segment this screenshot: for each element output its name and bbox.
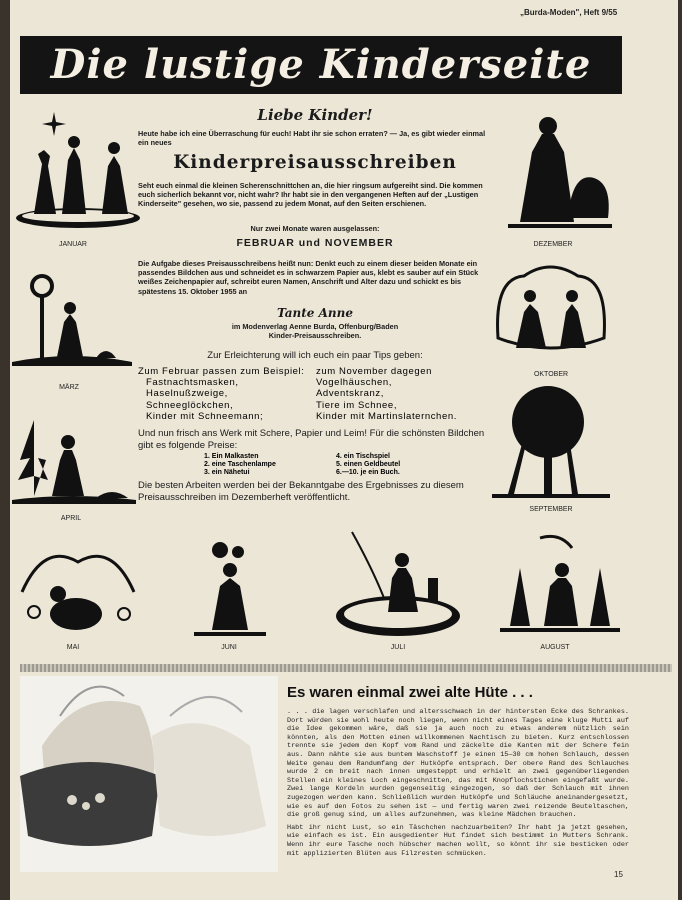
prize-item: 6.—10. je ein Buch. [336,469,400,476]
hat-bags-photo [20,676,278,872]
october-silhouette [490,258,612,366]
prize-item: 4. ein Tischspiel [336,453,390,460]
prize-item: 2. eine Taschenlampe [204,461,276,468]
prize-item: 1. Ein Malkasten [204,453,259,460]
july-silhouette [332,528,462,640]
june-silhouette [190,538,270,638]
contest-headline: Kinderpreisausschreiben [173,152,457,173]
month-label: DEZEMBER [533,241,573,248]
february-tip: Schneeglöckchen, [146,399,234,411]
prizes-intro: Und nun frisch ans Werk mit Schere, Papier und Leim! Für die schönsten Bildchen gibt es folgende Preise: [138,428,485,451]
may-silhouette [14,532,142,640]
prizes-outro: Die besten Arbeiten werden bei der Bekanntgabe des Ergebnisses zu diesem Preisausschreiben im Dezemberheft veröffentlicht. [138,480,464,503]
address-line-1: im Modenverlag Aenne Burda, Offenburg/Baden [231,322,399,331]
month-label: MÄRZ [59,384,79,391]
month-label: AUGUST [540,644,570,651]
only-two-months: Nur zwei Monate waren ausgelassen: [250,224,380,233]
november-tip: Vogelhäuschen, [316,377,393,389]
prize-item: 3. ein Nähetui [204,469,250,476]
month-label: SEPTEMBER [529,506,573,513]
tips-intro: Zur Erleichterung will ich euch ein paar Tips geben: [207,350,423,361]
banner-title: Die lustige Kinderseite [50,41,592,88]
february-heading: Zum Februar passen zum Beispiel: [138,366,305,377]
signature: Tante Anne [276,306,354,320]
month-label: JUNI [221,644,237,651]
month-label: JANUAR [58,241,87,248]
november-tip: Tiere im Schnee, [316,399,398,411]
month-label: MAI [66,644,80,651]
prizes-table [200,453,460,477]
november-tip: Adventskranz, [316,388,384,400]
intro-line: Heute habe ich eine Überraschung für euch! Habt ihr sie schon erraten? — Ja, es gibt wieder einmal ein neues [138,129,486,148]
article-paragraph: . . . die lagen verschlafen und altersschwach in der hintersten Ecke des Schrankes. Dort würden sie wohl heute noch liegen, wenn nicht eines Tages eine kluge Mutti auf die Idee gekommen wäre, daß sie ja auch noch zu etwas anderem nützlich sein könnten, als den Motten einen willkommenen Nachtisch zu bieten. Kurz entschlossen trennte sie jedem den Kopf vom Rand und zäckelte die Kanten mit der Schere fein aus. Dann nähte sie aus buntem Waschstoff je einen 15—30 cm hohen Schlauch, dessen Weite genau dem Randumfang der Hutköpfe entsprach. Der obere Rand des Schlauches wurde 2 cm breit nach innen umgesteppt und erhielt an zwei gegenüberliegenden Stellen ein kleines Loch eingeschnitten, das mit Knopflochstichen eingefaßt wurde. Zwei lange Kordeln wurden gegenseitig eingezogen, so daß der Schlauch mit ihnen zugezogen werden kann. Schließlich wurden Hutköpfe und Schläuche aneinandergesetzt, wie es auf den Fotos zu sehen ist — und fertig waren zwei reizende Beuteltaschen, die groß genug sind, um alles aufzunehmen, was kleine Mädchen brauchen. [287,708,629,820]
hat-bags-illustration [20,676,278,872]
magazine-page [10,0,678,900]
month-label: APRIL [60,515,82,522]
august-silhouette [500,528,622,640]
february-tip: Fastnachtsmasken, [146,377,239,389]
issue-header: „Burda-Moden", Heft 9/55 [520,8,618,17]
month-label: OKTOBER [533,371,569,378]
february-tip: Kinder mit Schneemann; [146,410,264,422]
article-title: Es waren einmal zwei alte Hüte . . . [287,684,533,701]
prize-item: 5. einen Geldbeutel [336,461,401,468]
greeting: Liebe Kinder! [257,106,373,124]
page-number: 15 [614,870,623,879]
november-heading: zum November dagegen [316,366,433,377]
section-divider [20,664,672,672]
december-silhouette [502,108,622,234]
missing-months: FEBRUAR und NOVEMBER [236,237,394,249]
march-silhouette [12,262,134,372]
month-label: JULI [390,644,406,651]
address-line-2: Kinder-Preisausschreiben. [268,331,362,340]
article-paragraph: Habt ihr nicht Lust, so ein Täschchen nachzuarbeiten? Ihr habt ja jetzt gesehen, wie einfach es ist. Ein ausgedienter Hut findet sich bestimmt in Mutters Schrank. Wenn ihr eure Tasche noch hübscher machen wollt, so könnt ihr sie besticken oder mit applizierten Blüten aus Filzresten schmücken. [287,823,629,858]
november-tip: Kinder mit Martinslaternchen. [316,410,457,422]
tips-table [138,366,492,422]
april-silhouette [12,400,136,510]
january-silhouette [14,104,142,234]
september-silhouette [492,384,610,506]
intro-paragraph: Seht euch einmal die kleinen Scherenschnittchen an, die hier ringsum aufgereiht sind. Die kommen euch sicherlich bekannt vor, nicht wahr? Ihr habt sie in den vergangenen Heften auf der „Lustigen Kinderseite" gesehen, wo sie, passend zu jedem Monat, auf den Seiten erschienen. [138,181,483,209]
task-paragraph: Die Aufgabe dieses Preisausschreibens heißt nun: Denkt euch zu einem dieser beiden Monate ein passendes Bildchen aus und schneidet es in schwarzem Papier aus, klebt es sauber auf ein Stück weißes Zeichenpapier auf, schreibt euren Namen, Anschrift und Alter dazu und schickt es bis spätestens 15. Oktober 1955 an [138,259,479,296]
article-body [287,708,629,858]
february-tip: Haselnußzweige, [146,388,228,400]
